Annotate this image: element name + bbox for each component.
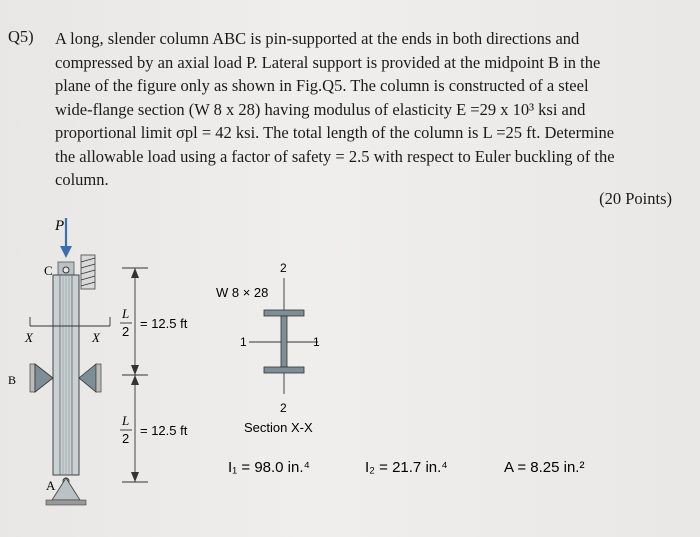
question-line: column. [55,170,109,189]
question-line: the allowable load using a factor of safety = 2.5 with respect to Euler buckling of the [55,146,615,166]
left-brace [35,364,53,392]
axis-1-right-label: 1 [313,335,320,349]
axis-2-bottom-label: 2 [280,401,287,415]
frac-num-bottom: L [122,413,130,428]
question-line: wide-flange section (W 8 x 28) having modulus of elasticity E =29 x 10³ ksi and [55,99,586,119]
question-line: plane of the figure only as shown in Fig.Q5. The column is constructed of a steel [55,76,589,95]
bottom-support [52,478,80,500]
bottom-dim-label: = 12.5 ft [140,423,188,438]
area-value: A = 8.25 in.² [504,459,585,476]
i2-value: I₂ = 21.7 in.⁴ [365,459,448,476]
web [281,316,287,367]
load-arrowhead [60,246,72,258]
axis-x-right-label: X [92,330,100,345]
question-line: A long, slender column ABC is pin-supported at the ends in both directions and [55,29,580,48]
question-line: compressed by an axial load P. Lateral support is provided at the midpoint B in the [55,52,601,72]
frac-den-bottom: 2 [122,431,130,446]
right-brace-wall [96,364,101,392]
axis-x-left-label: X [25,330,33,345]
bottom-flange [264,367,304,373]
point-b-label: B [8,373,17,387]
section-name: W 8 × 28 [216,285,269,300]
point-a-label: A [46,478,56,493]
axis-1-left-label: 1 [240,335,247,349]
load-label: P [55,218,65,234]
question-number: Q5) [8,27,34,46]
points-label: (20 Points) [599,189,672,208]
top-pin [63,267,69,273]
frac-num-top: L [122,306,130,321]
right-brace [79,364,96,392]
left-brace-wall [30,364,35,392]
question-line: proportional limit σpl = 42 ksi. The total length of the column is L =25 ft. Determine [55,123,615,142]
top-dim-label: = 12.5 ft [140,316,188,331]
point-c-label: C [44,263,53,278]
top-flange [264,310,304,316]
bottom-ground [46,500,86,505]
frac-den-top: 2 [122,324,130,339]
section-label: Section X-X [244,420,313,435]
axis-2-top-label: 2 [280,261,287,275]
i1-value: I₁ = 98.0 in.⁴ [228,459,310,476]
